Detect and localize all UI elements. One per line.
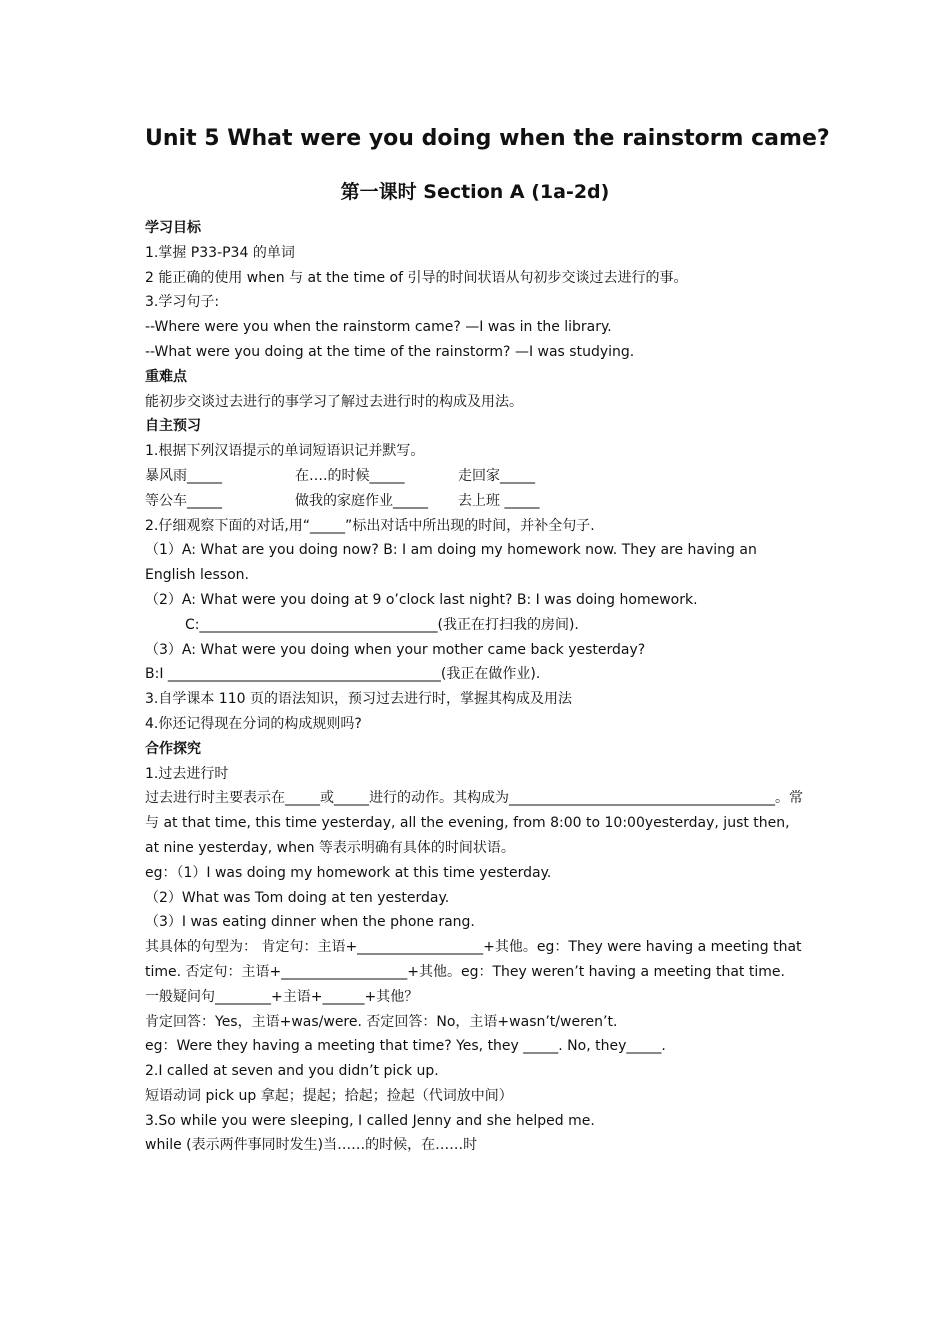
dialogue-line: （2）A: What were you doing at 9 o’clock last night? B: I was doing homework. [145, 591, 698, 608]
key-points-text: 能初步交谈过去进行的事学习了解过去进行时的构成及用法。 [145, 393, 523, 410]
explore-heading: 合作探究 [145, 740, 201, 757]
explore-line: 短语动词 pick up 拿起；提起；拾起；捡起（代词放中间） [145, 1087, 513, 1104]
worksheet-body [145, 216, 805, 1158]
vocab-blank: 去上班 _____ [458, 492, 540, 509]
goal-line: 1.掌握 P33-P34 的单词 [145, 244, 295, 261]
page-title: Unit 5 What were you doing when the rainstorm came? [145, 126, 830, 151]
goal-line: 3.学习句子: [145, 294, 220, 311]
explore-line: 3.So while you were sleeping, I called Jenny and she helped me. [145, 1112, 595, 1129]
page-subtitle: 第一课时 Section A (1a-2d) [340, 181, 610, 203]
explore-line: 1.过去进行时 [145, 765, 229, 782]
goal-line: 2 能正确的使用 when 与 at the time of 引导的时间状语从句初步交谈过去进行的事。 [145, 269, 688, 286]
vocab-blank: 暴风雨_____ [145, 467, 222, 484]
key-points-heading: 重难点 [145, 368, 187, 385]
goal-sentence: --What were you doing at the time of the rainstorm? —I was studying. [145, 343, 635, 360]
vocab-blank: 在….的时候_____ [295, 467, 405, 484]
dialogue-blank: B:I _______________________________________(我正在做作业). [145, 666, 541, 683]
dialogue-line: （3）A: What were you doing when your mother came back yesterday? [145, 641, 646, 658]
goal-sentence: --Where were you when the rainstorm came? —I was in the library. [145, 319, 612, 336]
explore-line: 肯定回答：Yes，主语+was/were. 否定回答：No，主语+wasn’t/weren’t. [145, 1013, 618, 1030]
explore-paragraph: 其具体的句型为： 肯定句：主语+__________________+其他。eg：They were having a meeting that time. 否定句：主语+__________________+其他。eg：They weren’t having a meeting that time. [145, 939, 802, 980]
example-line: （2）What was Tom doing at ten yesterday. [145, 889, 450, 906]
vocab-blank: 走回家_____ [458, 467, 535, 484]
preview-instruction: 4.你还记得现在分词的构成规则吗? [145, 715, 362, 732]
vocab-row [145, 464, 805, 489]
vocab-row [145, 489, 805, 514]
dialogue-blank: C:__________________________________(我正在打扫我的房间). [185, 616, 579, 633]
explore-paragraph: 过去进行时主要表示在_____或_____进行的动作。其构成为______________________________________。常与 at that time, this time yesterday, all the evening, from 8:00 to 10:00yesterday, just then, at nine yesterday, when 等表示明确有具体的时间状语。 [145, 790, 803, 856]
vocab-blank: 等公车_____ [145, 492, 222, 509]
goals-heading: 学习目标 [145, 220, 201, 236]
explore-line: while (表示两件事同时发生)当……的时候，在……时 [145, 1137, 478, 1154]
preview-instruction: 1.根据下列汉语提示的单词短语识记并默写。 [145, 443, 425, 460]
preview-heading: 自主预习 [145, 418, 201, 435]
explore-line: 一般疑问句________+主语+______+其他？ [145, 988, 419, 1005]
preview-instruction: 3.自学课本 110 页的语法知识，预习过去进行时，掌握其构成及用法 [145, 691, 572, 708]
explore-line: 2.I called at seven and you didn’t pick up. [145, 1063, 439, 1080]
vocab-blank: 做我的家庭作业_____ [295, 492, 428, 509]
example-line: eg：（1）I was doing my homework at this time yesterday. [145, 864, 552, 881]
dialogue-line: （1）A: What are you doing now? B: I am doing my homework now. They are having an English lesson. [145, 542, 757, 584]
example-line: （3）I was eating dinner when the phone rang. [145, 914, 475, 931]
preview-instruction: 2.仔细观察下面的对话,用“_____”标出对话中所出现的时间，并补全句子. [145, 517, 595, 534]
explore-line: eg：Were they having a meeting that time? Yes, they _____. No, they_____. [145, 1038, 666, 1055]
